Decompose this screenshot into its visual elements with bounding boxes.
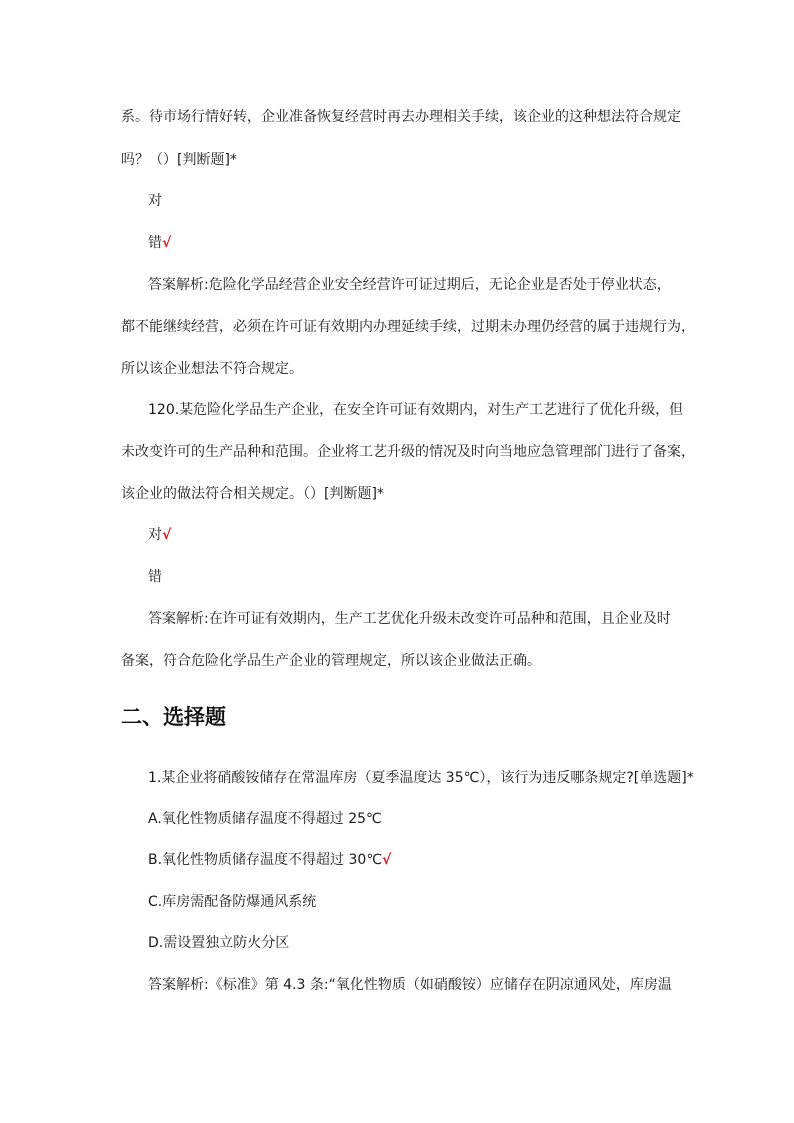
section-heading: 二、选择题 [121, 705, 226, 729]
option-label: 对 [148, 527, 162, 543]
option-label: 对 [148, 193, 162, 209]
answer-option [148, 192, 162, 210]
correct-check-icon: √ [162, 527, 172, 543]
answer-option [148, 934, 289, 952]
question-text-line: 吗？（）[判断题]* [121, 152, 237, 168]
answer-option [148, 851, 391, 869]
question-text-line: 系。待市场行情好转，企业准备恢复经营时再去办理相关手续，该企业的这种想法符合规定 [121, 109, 681, 125]
answer-option [148, 893, 316, 911]
question-text-line: 该企业的做法符合相关规定。（）[判断题]* [121, 486, 384, 502]
answer-option [148, 234, 171, 252]
answer-option [148, 526, 171, 544]
answer-option [148, 568, 162, 586]
option-label: 错 [148, 235, 162, 251]
option-label: 错 [148, 569, 162, 585]
correct-check-icon: √ [382, 852, 392, 868]
correct-check-icon: √ [162, 235, 172, 251]
option-label: A.氧化性物质储存温度不得超过 25℃ [148, 811, 382, 827]
answer-analysis-line: 备案，符合危险化学品生产企业的管理规定，所以该企业做法正确。 [121, 653, 541, 669]
answer-analysis-line: 答案解析:《标准》第 4.3 条:“氧化性物质（如硝酸铵）应储存在阴凉通风处，库房温 [148, 977, 672, 993]
answer-analysis-line: 答案解析:危险化学品经营企业安全经营许可证过期后，无论企业是否处于停业状态， [148, 277, 671, 293]
option-label: C.库房需配备防爆通风系统 [148, 894, 317, 910]
answer-analysis-line: 所以该企业想法不符合规定。 [121, 361, 303, 377]
option-label: B.氧化性物质储存温度不得超过 30℃ [148, 852, 383, 868]
question-text-line: 120.某危险化学品生产企业，在安全许可证有效期内，对生产工艺进行了优化升级，但 [148, 402, 684, 418]
option-label: D.需设置独立防火分区 [148, 935, 290, 951]
answer-analysis-line: 都不能继续经营，必须在许可证有效期内办理延续手续，过期未办理仍经营的属于违规行为， [121, 319, 695, 335]
answer-option [148, 810, 382, 828]
answer-analysis-line: 答案解析:在许可证有效期内，生产工艺优化升级未改变许可品种和范围，且企业及时 [148, 611, 671, 627]
question-text-line: 未改变许可的生产品种和范围。企业将工艺升级的情况及时向当地应急管理部门进行了备案， [121, 444, 695, 460]
question-text-line: 1.某企业将硝酸铵储存在常温库房（夏季温度达 35℃），该行为违反哪条规定?[单选题]* [148, 770, 694, 786]
